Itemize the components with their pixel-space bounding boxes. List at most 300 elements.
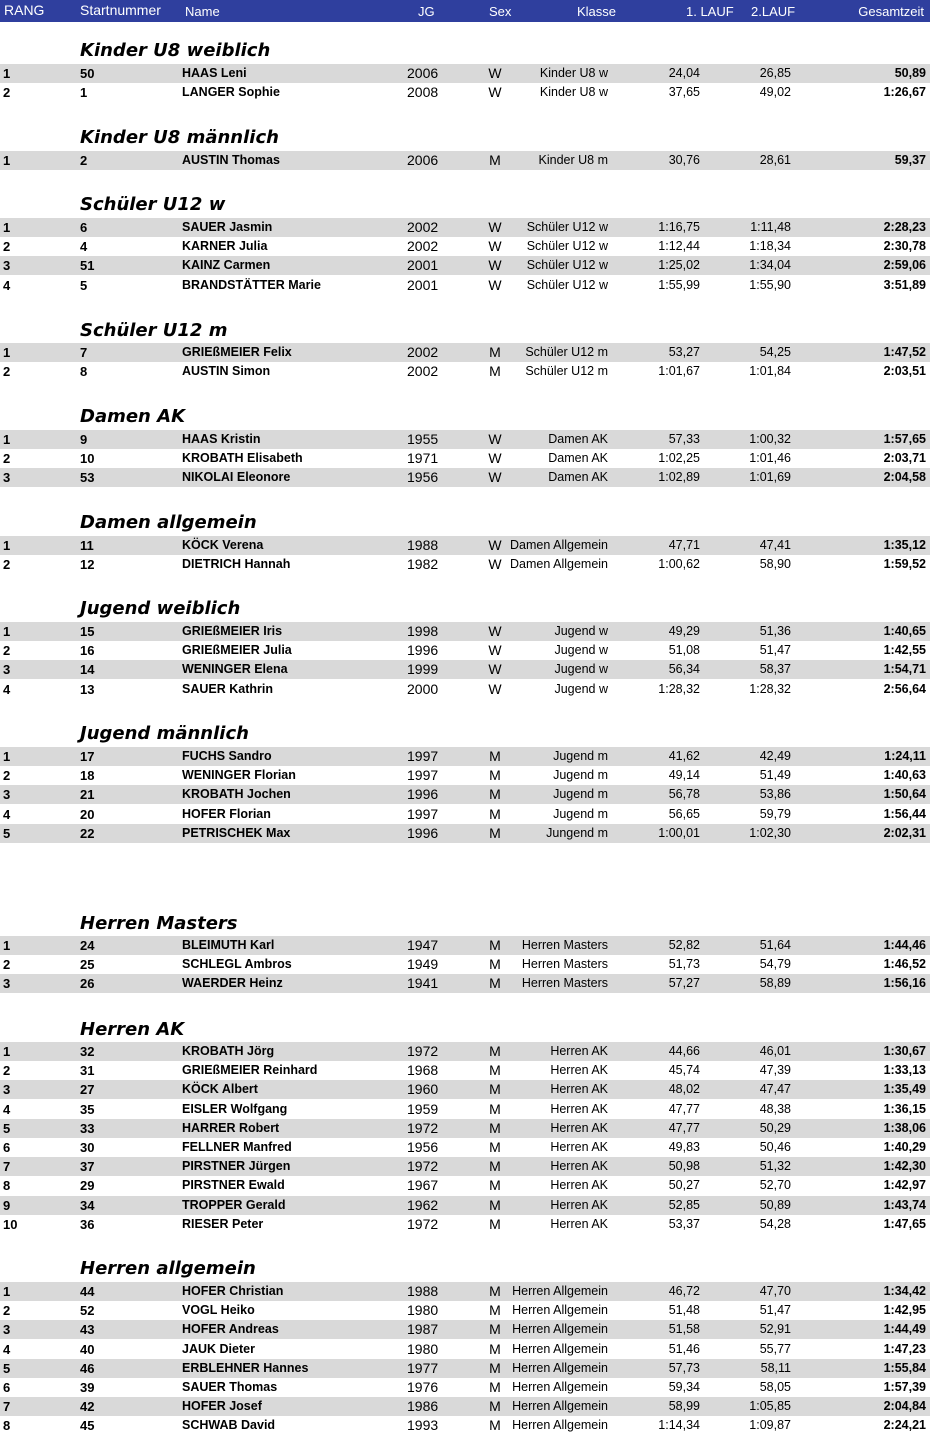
cell-lauf2: 54,28 — [759, 1216, 791, 1231]
table-row — [0, 622, 930, 641]
cell-klasse: Herren AK — [550, 1120, 608, 1135]
cell-lauf1: 51,58 — [668, 1322, 700, 1337]
section-title: Jugend weiblich — [80, 598, 241, 619]
cell-lauf2: 1:01,46 — [749, 451, 791, 466]
cell-name: SAUER Jasmin — [182, 220, 273, 234]
cell-lauf1: 1:02,89 — [658, 470, 700, 485]
cell-gesamtzeit: 1:57,39 — [883, 1380, 926, 1394]
cell-gesamtzeit: 1:35,49 — [883, 1082, 926, 1097]
cell-name: WENINGER Elena — [182, 662, 288, 677]
cell-sex: M — [489, 1196, 501, 1213]
cell-jahrgang: 2000 — [407, 680, 439, 697]
cell-gesamtzeit: 1:42,30 — [883, 1159, 926, 1174]
cell-startnummer: 6 — [80, 220, 88, 235]
cell-klasse: Jungend m — [546, 825, 608, 840]
cell-sex: W — [488, 642, 502, 659]
table-row — [0, 1080, 930, 1099]
cell-name: NIKOLAI Eleonore — [182, 470, 291, 485]
cell-klasse: Herren Allgemein — [512, 1322, 608, 1337]
cell-jahrgang: 2002 — [407, 219, 439, 235]
cell-jahrgang: 1972 — [407, 1215, 439, 1232]
cell-name: ERBLEHNER Hannes — [182, 1360, 309, 1375]
cell-gesamtzeit: 2:28,23 — [883, 220, 926, 234]
table-row — [0, 1340, 930, 1359]
cell-startnummer: 21 — [80, 787, 95, 803]
table-row — [0, 1157, 930, 1176]
cell-lauf1: 1:00,62 — [658, 557, 700, 572]
cell-lauf2: 52,91 — [759, 1322, 791, 1337]
cell-sex: M — [489, 1062, 501, 1079]
table-row — [0, 1215, 930, 1234]
section-title: Damen allgemein — [80, 512, 257, 533]
cell-lauf2: 1:01,84 — [749, 364, 791, 379]
cell-gesamtzeit: 1:44,49 — [883, 1322, 926, 1337]
cell-gesamtzeit: 1:40,65 — [883, 624, 926, 638]
table-row — [0, 256, 930, 275]
cell-lauf2: 28,61 — [759, 153, 791, 167]
cell-lauf2: 50,29 — [759, 1120, 791, 1135]
header-jg: JG — [418, 4, 435, 19]
cell-gesamtzeit: 1:24,11 — [884, 749, 926, 763]
cell-jahrgang: 1988 — [407, 1283, 439, 1299]
cell-rang: 1 — [3, 938, 11, 953]
cell-sex: W — [488, 238, 502, 255]
cell-klasse: Herren Allgemein — [512, 1284, 608, 1298]
cell-klasse: Herren AK — [550, 1159, 608, 1174]
table-row — [0, 1397, 930, 1416]
cell-lauf2: 1:11,48 — [750, 220, 791, 234]
cell-rang: 1 — [3, 432, 11, 447]
cell-jahrgang: 1967 — [407, 1177, 439, 1194]
cell-sex: M — [489, 748, 501, 764]
cell-jahrgang: 1976 — [407, 1379, 439, 1395]
cell-lauf2: 52,70 — [759, 1178, 791, 1193]
cell-lauf1: 37,65 — [668, 85, 700, 100]
cell-rang: 2 — [3, 768, 11, 784]
cell-jahrgang: 1997 — [407, 748, 439, 764]
cell-lauf2: 58,05 — [759, 1380, 791, 1394]
cell-startnummer: 29 — [80, 1178, 95, 1194]
cell-gesamtzeit: 2:04,58 — [883, 470, 926, 485]
cell-name: TROPPER Gerald — [182, 1197, 286, 1212]
cell-name: KÖCK Albert — [182, 1082, 258, 1097]
cell-sex: M — [489, 937, 501, 953]
cell-gesamtzeit: 1:50,64 — [883, 787, 926, 802]
cell-lauf1: 51,73 — [668, 957, 700, 972]
cell-klasse: Schüler U12 w — [526, 277, 608, 292]
table-row — [0, 536, 930, 555]
cell-name: VOGL Heiko — [182, 1303, 255, 1318]
cell-rang: 4 — [3, 277, 11, 293]
cell-lauf1: 1:25,02 — [658, 258, 700, 273]
cell-name: LANGER Sophie — [182, 85, 280, 100]
cell-rang: 5 — [3, 825, 11, 841]
cell-name: FUCHS Sandro — [182, 749, 272, 763]
cell-jahrgang: 1971 — [407, 450, 439, 467]
cell-name: HARRER Robert — [182, 1120, 280, 1135]
cell-lauf2: 48,38 — [759, 1101, 791, 1116]
cell-lauf1: 56,78 — [668, 787, 700, 802]
section-title: Kinder U8 weiblich — [80, 40, 271, 61]
cell-name: SCHWAB David — [182, 1418, 276, 1433]
cell-lauf1: 50,27 — [668, 1178, 700, 1193]
cell-name: DIETRICH Hannah — [182, 557, 291, 572]
cell-sex: M — [489, 1139, 501, 1155]
cell-startnummer: 50 — [80, 66, 95, 81]
section-title: Schüler U12 m — [80, 320, 228, 341]
cell-sex: W — [488, 537, 502, 553]
cell-startnummer: 32 — [80, 1044, 95, 1059]
cell-rang: 2 — [3, 557, 11, 573]
cell-lauf2: 47,47 — [759, 1082, 791, 1097]
cell-klasse: Herren Allgemein — [512, 1360, 608, 1375]
cell-rang: 3 — [3, 470, 11, 486]
cell-gesamtzeit: 2:03,71 — [883, 451, 926, 466]
table-row — [0, 1320, 930, 1339]
cell-klasse: Jugend w — [554, 662, 608, 677]
cell-name: KROBATH Jochen — [182, 787, 291, 802]
cell-startnummer: 39 — [80, 1380, 95, 1395]
cell-name: EISLER Wolfgang — [182, 1101, 288, 1116]
cell-rang: 2 — [3, 85, 11, 101]
cell-startnummer: 30 — [80, 1140, 95, 1155]
cell-rang: 1 — [3, 345, 11, 360]
cell-lauf2: 26,85 — [759, 66, 791, 80]
cell-name: RIESER Peter — [182, 1216, 264, 1231]
cell-rang: 4 — [3, 1341, 11, 1357]
cell-jahrgang: 2008 — [407, 84, 439, 101]
cell-rang: 6 — [3, 1380, 11, 1395]
cell-sex: W — [488, 680, 502, 697]
cell-name: AUSTIN Simon — [182, 364, 271, 379]
cell-name: KAINZ Carmen — [182, 258, 271, 273]
table-row — [0, 974, 930, 993]
cell-sex: M — [489, 786, 501, 803]
cell-rang: 9 — [3, 1197, 11, 1213]
cell-name: KARNER Julia — [182, 239, 268, 254]
cell-jahrgang: 1962 — [407, 1196, 439, 1213]
cell-lauf1: 57,33 — [668, 432, 700, 446]
cell-klasse: Schüler U12 m — [525, 364, 608, 379]
table-row — [0, 237, 930, 256]
cell-startnummer: 46 — [80, 1360, 95, 1376]
cell-klasse: Jugend m — [553, 768, 608, 783]
table-row — [0, 151, 930, 170]
cell-rang: 2 — [3, 957, 11, 973]
cell-gesamtzeit: 50,89 — [894, 66, 926, 80]
cell-name: KROBATH Jörg — [182, 1044, 275, 1058]
cell-sex: W — [488, 469, 502, 486]
cell-startnummer: 5 — [80, 277, 88, 293]
cell-gesamtzeit: 1:55,84 — [883, 1360, 926, 1375]
cell-klasse: Damen AK — [548, 451, 608, 466]
cell-sex: M — [489, 344, 501, 360]
cell-name: BLEIMUTH Karl — [182, 938, 275, 952]
cell-sex: W — [488, 84, 502, 101]
cell-sex: M — [489, 1398, 501, 1415]
cell-name: FELLNER Manfred — [182, 1140, 292, 1154]
cell-jahrgang: 1949 — [407, 956, 439, 973]
cell-name: HOFER Christian — [182, 1284, 284, 1298]
cell-lauf1: 57,27 — [668, 976, 700, 991]
cell-lauf2: 58,11 — [760, 1360, 791, 1375]
cell-lauf2: 51,64 — [759, 938, 791, 952]
cell-lauf2: 51,47 — [759, 643, 791, 658]
cell-gesamtzeit: 1:56,44 — [883, 806, 926, 821]
section-title: Herren allgemein — [80, 1258, 256, 1279]
cell-lauf1: 1:12,44 — [658, 239, 700, 254]
cell-startnummer: 10 — [80, 451, 95, 467]
cell-jahrgang: 1988 — [407, 537, 439, 553]
cell-rang: 3 — [3, 258, 11, 274]
cell-name: SAUER Kathrin — [182, 681, 273, 696]
cell-jahrgang: 1999 — [407, 661, 439, 678]
cell-rang: 8 — [3, 1418, 11, 1434]
table-row — [0, 766, 930, 785]
cell-gesamtzeit: 1:34,42 — [883, 1284, 926, 1298]
cell-jahrgang: 1947 — [407, 937, 439, 953]
header-sex: Sex — [489, 4, 512, 19]
cell-sex: M — [489, 956, 501, 973]
cell-sex: M — [489, 152, 501, 168]
cell-gesamtzeit: 1:54,71 — [883, 662, 926, 677]
cell-lauf2: 49,02 — [759, 85, 791, 100]
cell-startnummer: 20 — [80, 806, 95, 822]
cell-klasse: Herren AK — [550, 1082, 608, 1097]
cell-sex: M — [489, 805, 501, 822]
cell-startnummer: 44 — [80, 1284, 95, 1299]
table-row — [0, 1282, 930, 1301]
cell-jahrgang: 1997 — [407, 805, 439, 822]
cell-lauf2: 51,32 — [759, 1159, 791, 1174]
cell-klasse: Jugend m — [553, 787, 608, 802]
cell-name: JAUK Dieter — [182, 1341, 255, 1356]
cell-name: PIRSTNER Ewald — [182, 1178, 285, 1193]
cell-lauf1: 49,83 — [668, 1140, 700, 1154]
cell-rang: 3 — [3, 1322, 11, 1338]
cell-sex: M — [489, 1100, 501, 1117]
cell-lauf1: 56,65 — [668, 806, 700, 821]
cell-klasse: Damen AK — [548, 470, 608, 485]
cell-name: HAAS Leni — [182, 66, 247, 80]
cell-lauf2: 55,77 — [759, 1341, 791, 1356]
section-title: Jugend männlich — [80, 723, 249, 744]
cell-sex: M — [489, 1177, 501, 1194]
cell-lauf2: 51,47 — [759, 1303, 791, 1318]
cell-klasse: Herren Allgemein — [512, 1303, 608, 1318]
section-title: Kinder U8 männlich — [80, 127, 279, 148]
cell-klasse: Herren AK — [550, 1140, 608, 1154]
cell-lauf1: 45,74 — [668, 1063, 700, 1078]
cell-rang: 1 — [3, 624, 11, 639]
table-row — [0, 955, 930, 974]
cell-gesamtzeit: 2:02,31 — [883, 825, 926, 840]
header-name: Name — [185, 4, 220, 19]
table-row — [0, 430, 930, 449]
table-row — [0, 805, 930, 824]
table-row — [0, 1042, 930, 1061]
cell-klasse: Herren Allgemein — [512, 1418, 608, 1433]
table-header — [0, 0, 930, 22]
cell-startnummer: 14 — [80, 662, 95, 678]
table-row — [0, 680, 930, 699]
cell-jahrgang: 2006 — [407, 65, 439, 81]
cell-sex: M — [489, 1340, 501, 1357]
cell-name: GRIEßMEIER Felix — [182, 345, 292, 359]
cell-jahrgang: 1972 — [407, 1158, 439, 1175]
cell-lauf1: 58,99 — [668, 1399, 700, 1414]
table-row — [0, 83, 930, 102]
cell-gesamtzeit: 1:36,15 — [883, 1101, 926, 1116]
cell-gesamtzeit: 1:44,46 — [883, 938, 926, 952]
cell-klasse: Schüler U12 w — [526, 258, 608, 273]
cell-jahrgang: 2002 — [407, 344, 439, 360]
cell-klasse: Herren AK — [550, 1044, 608, 1058]
cell-klasse: Kinder U8 m — [538, 153, 608, 167]
section-title: Herren Masters — [80, 913, 238, 934]
cell-gesamtzeit: 1:33,13 — [883, 1063, 926, 1078]
table-row — [0, 1176, 930, 1195]
cell-startnummer: 16 — [80, 643, 95, 659]
cell-jahrgang: 1956 — [407, 469, 439, 486]
header-lauf2: 2.LAUF — [751, 4, 796, 19]
cell-startnummer: 53 — [80, 470, 95, 486]
cell-klasse: Herren Masters — [521, 938, 608, 952]
cell-gesamtzeit: 1:40,29 — [883, 1140, 926, 1154]
cell-sex: W — [488, 556, 502, 573]
table-row — [0, 1416, 930, 1435]
cell-lauf2: 54,25 — [759, 345, 791, 359]
cell-rang: 1 — [3, 220, 11, 235]
cell-lauf2: 58,37 — [759, 662, 791, 677]
cell-lauf2: 1:00,32 — [749, 432, 791, 446]
cell-gesamtzeit: 1:47,52 — [883, 345, 926, 359]
cell-gesamtzeit: 1:43,74 — [883, 1197, 926, 1212]
cell-lauf1: 49,29 — [668, 624, 700, 638]
cell-gesamtzeit: 1:35,12 — [883, 538, 926, 552]
cell-klasse: Herren AK — [550, 1063, 608, 1078]
cell-gesamtzeit: 2:59,06 — [883, 258, 926, 273]
cell-startnummer: 15 — [80, 624, 95, 639]
cell-lauf1: 51,48 — [668, 1303, 700, 1318]
cell-gesamtzeit: 1:47,65 — [883, 1216, 926, 1231]
table-row — [0, 468, 930, 487]
table-row — [0, 1100, 930, 1119]
cell-rang: 1 — [3, 153, 11, 168]
cell-startnummer: 4 — [80, 239, 88, 255]
header-startnummer: Startnummer — [80, 2, 161, 18]
cell-lauf2: 47,41 — [759, 538, 791, 552]
cell-name: WENINGER Florian — [182, 768, 296, 783]
cell-jahrgang: 1996 — [407, 786, 439, 803]
cell-klasse: Herren AK — [550, 1178, 608, 1193]
cell-startnummer: 17 — [80, 749, 95, 764]
cell-klasse: Jugend m — [553, 806, 608, 821]
cell-name: GRIEßMEIER Reinhard — [182, 1063, 318, 1078]
cell-klasse: Damen Allgemein — [510, 538, 608, 552]
cell-lauf2: 51,49 — [759, 768, 791, 783]
cell-jahrgang: 1968 — [407, 1062, 439, 1079]
cell-rang: 3 — [3, 662, 11, 678]
cell-klasse: Kinder U8 w — [539, 66, 608, 80]
cell-name: HAAS Kristin — [182, 432, 261, 446]
header-lauf1: 1. LAUF — [686, 4, 734, 19]
cell-lauf2: 47,70 — [759, 1284, 791, 1298]
cell-startnummer: 7 — [80, 345, 88, 360]
cell-lauf2: 1:55,90 — [749, 277, 791, 292]
cell-sex: W — [488, 276, 502, 293]
table-row — [0, 1138, 930, 1157]
cell-klasse: Herren Allgemein — [512, 1399, 608, 1414]
table-row — [0, 824, 930, 843]
cell-startnummer: 26 — [80, 976, 95, 992]
cell-lauf1: 44,66 — [668, 1044, 700, 1058]
cell-sex: M — [489, 1043, 501, 1059]
cell-jahrgang: 2001 — [407, 257, 439, 274]
table-row — [0, 218, 930, 237]
cell-gesamtzeit: 2:56,64 — [883, 681, 926, 696]
cell-lauf1: 53,37 — [668, 1216, 700, 1231]
cell-sex: W — [488, 219, 502, 235]
table-row — [0, 555, 930, 574]
table-row — [0, 343, 930, 362]
cell-rang: 1 — [3, 538, 11, 553]
header-klasse: Klasse — [577, 4, 617, 19]
cell-sex: W — [488, 431, 502, 447]
cell-jahrgang: 1993 — [407, 1417, 439, 1434]
cell-lauf2: 50,46 — [759, 1140, 791, 1154]
cell-jahrgang: 1998 — [407, 623, 439, 639]
cell-rang: 3 — [3, 1082, 11, 1098]
cell-rang: 3 — [3, 976, 11, 992]
table-row — [0, 660, 930, 679]
cell-lauf2: 47,39 — [759, 1063, 791, 1078]
table-row — [0, 936, 930, 955]
cell-gesamtzeit: 1:42,55 — [883, 643, 926, 658]
cell-startnummer: 12 — [80, 557, 95, 573]
cell-sex: W — [488, 661, 502, 678]
cell-sex: M — [489, 975, 501, 992]
cell-name: SCHLEGL Ambros — [182, 957, 292, 972]
cell-name: HOFER Florian — [182, 806, 271, 821]
cell-startnummer: 43 — [80, 1322, 95, 1338]
table-row — [0, 1301, 930, 1320]
cell-lauf1: 1:28,32 — [658, 681, 700, 696]
cell-jahrgang: 1980 — [407, 1302, 439, 1319]
cell-lauf2: 53,86 — [759, 787, 791, 802]
cell-lauf1: 56,34 — [668, 662, 700, 677]
table-row — [0, 1119, 930, 1138]
cell-name: SAUER Thomas — [182, 1380, 278, 1394]
cell-sex: M — [489, 767, 501, 784]
cell-lauf2: 1:18,34 — [749, 239, 791, 254]
cell-sex: W — [488, 450, 502, 467]
cell-lauf2: 1:28,32 — [749, 681, 791, 696]
section-title: Damen AK — [80, 406, 186, 427]
cell-rang: 4 — [3, 681, 11, 697]
table-row — [0, 747, 930, 766]
cell-gesamtzeit: 1:56,16 — [883, 976, 926, 991]
cell-lauf1: 47,71 — [668, 538, 700, 552]
cell-klasse: Herren Allgemein — [512, 1380, 608, 1394]
cell-klasse: Jugend w — [554, 681, 608, 696]
cell-klasse: Schüler U12 w — [526, 220, 608, 234]
cell-gesamtzeit: 1:46,52 — [883, 957, 926, 972]
cell-jahrgang: 2002 — [407, 238, 439, 255]
cell-jahrgang: 1955 — [407, 431, 439, 447]
cell-startnummer: 51 — [80, 258, 95, 274]
cell-startnummer: 36 — [80, 1216, 95, 1232]
